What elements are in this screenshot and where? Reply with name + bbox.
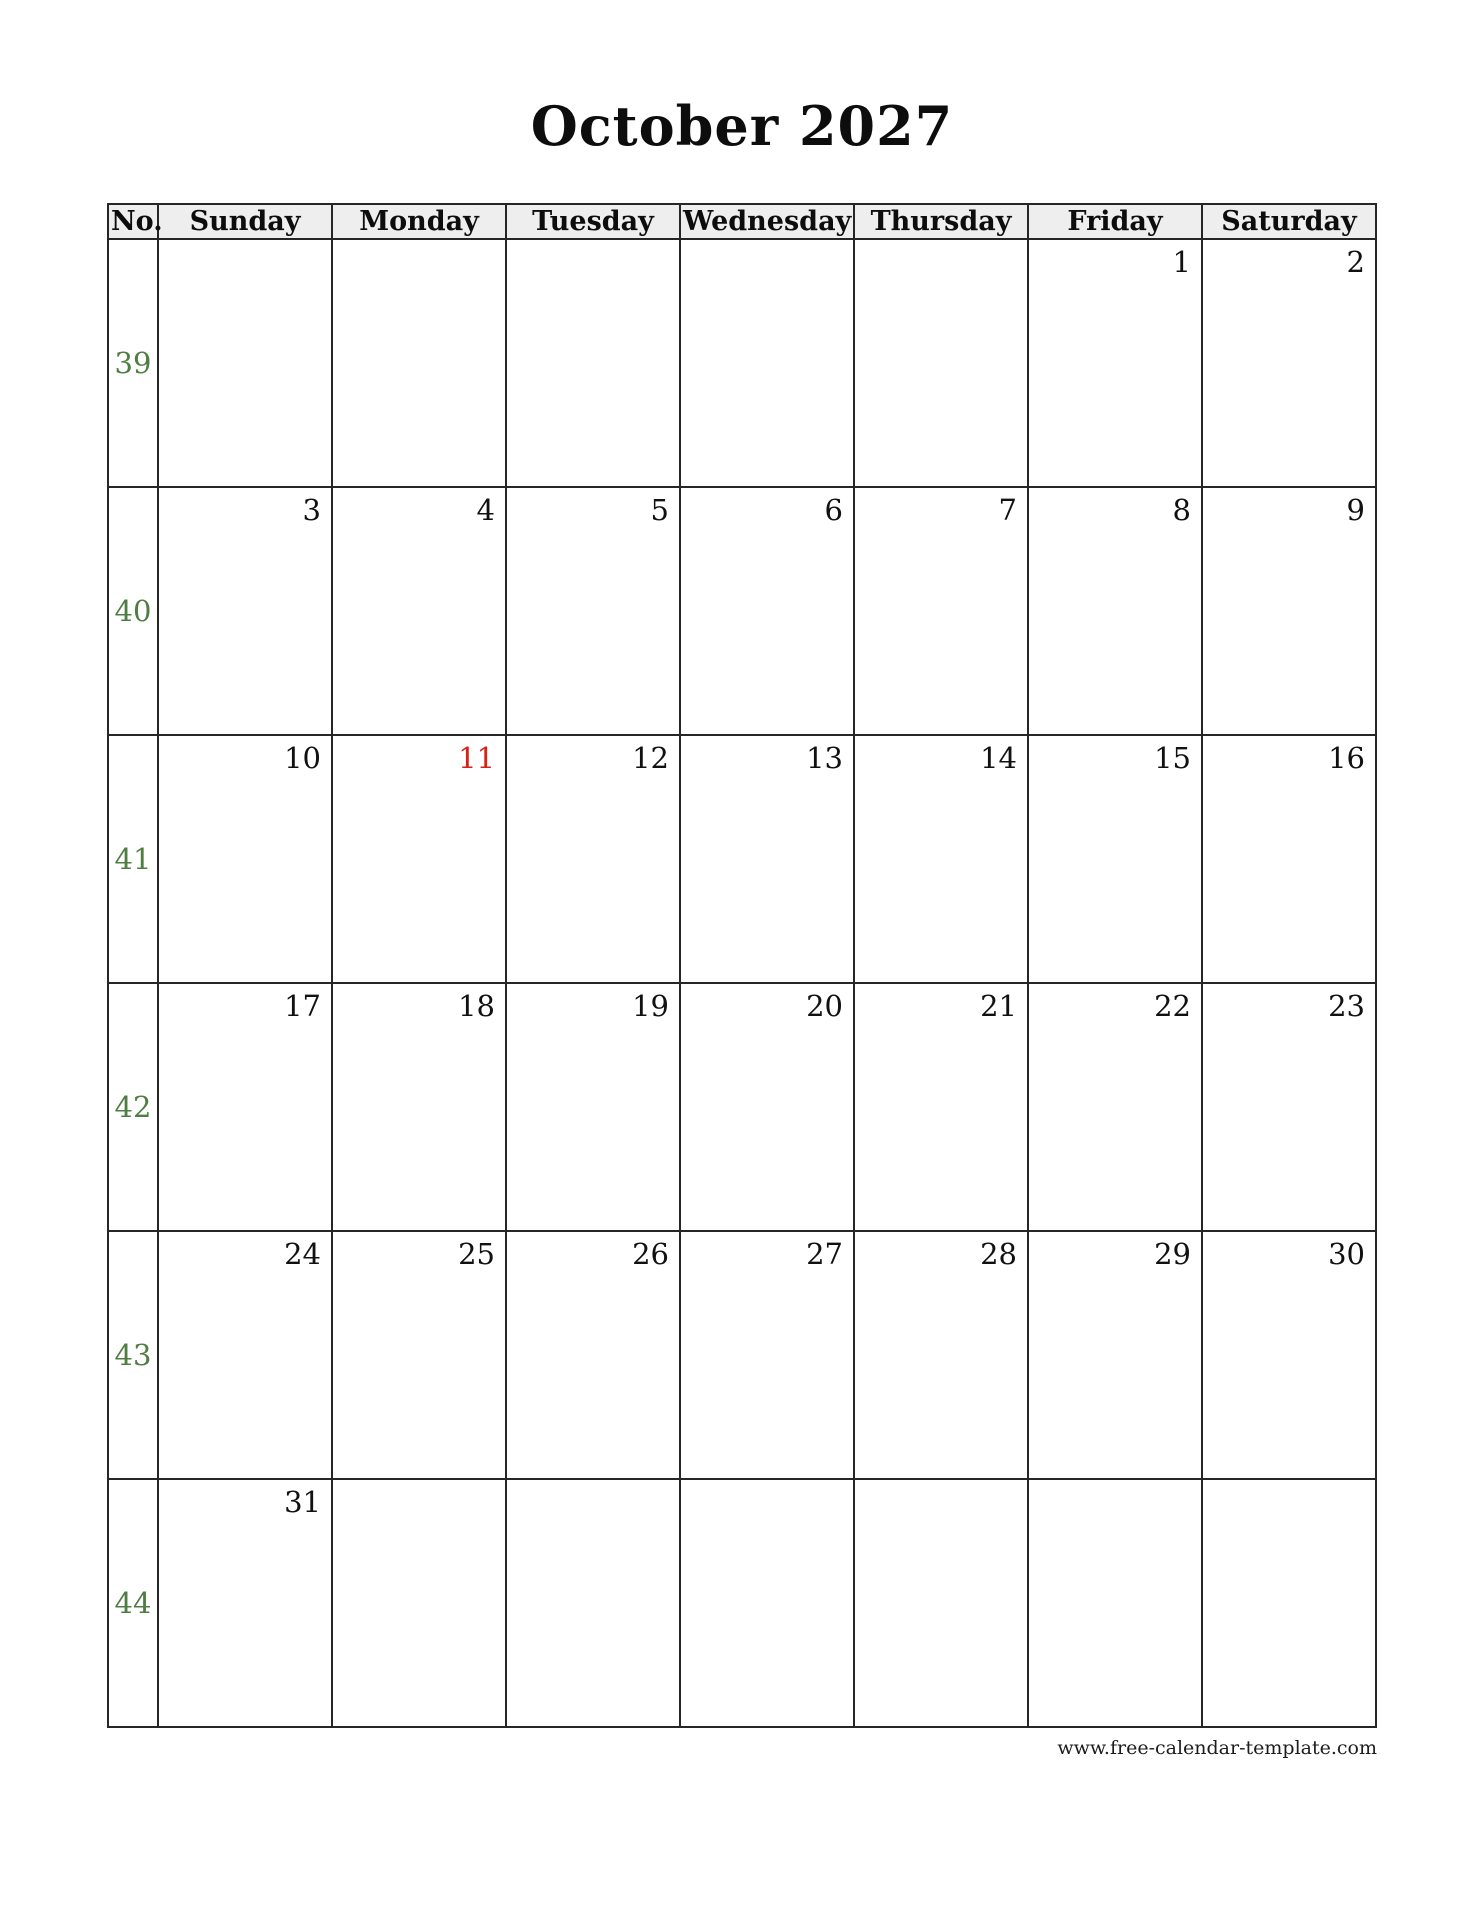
- date-number: 17: [284, 988, 321, 1023]
- day-cell: [506, 1231, 680, 1479]
- date-number: 12: [632, 740, 669, 775]
- week-row-42: [108, 983, 1376, 1231]
- day-cell: [506, 983, 680, 1231]
- date-number: 22: [1154, 988, 1191, 1023]
- date-number: 26: [632, 1236, 669, 1271]
- day-cell: [506, 487, 680, 735]
- day-cell: [158, 735, 332, 983]
- week-number-cell: 44: [108, 1479, 158, 1727]
- day-cell: [1202, 735, 1376, 983]
- date-number: 6: [824, 492, 843, 527]
- date-number: 7: [998, 492, 1017, 527]
- column-header-friday: Friday: [1028, 204, 1202, 239]
- day-cell: [854, 1231, 1028, 1479]
- date-number: 25: [458, 1236, 495, 1271]
- column-header-thursday: Thursday: [854, 204, 1028, 239]
- week-number-cell: 39: [108, 239, 158, 487]
- day-cell: [854, 735, 1028, 983]
- day-cell: [1028, 487, 1202, 735]
- day-cell: [506, 735, 680, 983]
- day-cell: [680, 1479, 854, 1727]
- date-number: 1: [1172, 244, 1191, 279]
- date-number: 15: [1154, 740, 1191, 775]
- day-cell: [332, 487, 506, 735]
- column-header-no: No.: [108, 204, 158, 239]
- day-cell: [854, 983, 1028, 1231]
- date-number: 9: [1346, 492, 1365, 527]
- date-number: 5: [650, 492, 669, 527]
- date-number: 28: [980, 1236, 1017, 1271]
- date-number: 14: [980, 740, 1017, 775]
- week-row-41: [108, 735, 1376, 983]
- date-number: 18: [458, 988, 495, 1023]
- week-number-cell: 40: [108, 487, 158, 735]
- day-cell: [332, 1231, 506, 1479]
- day-cell: [680, 735, 854, 983]
- column-header-saturday: Saturday: [1202, 204, 1376, 239]
- day-cell: [1028, 735, 1202, 983]
- week-number-cell: 42: [108, 983, 158, 1231]
- week-number-cell: 43: [108, 1231, 158, 1479]
- week-row-40: [108, 487, 1376, 735]
- day-cell: [506, 239, 680, 487]
- day-cell: [1202, 487, 1376, 735]
- date-number: 4: [476, 492, 495, 527]
- date-number: 3: [302, 492, 321, 527]
- day-cell: [680, 1231, 854, 1479]
- day-cell: [1202, 1479, 1376, 1727]
- day-cell: [1202, 1231, 1376, 1479]
- day-cell: [680, 487, 854, 735]
- date-number: 23: [1328, 988, 1365, 1023]
- date-number: 10: [284, 740, 321, 775]
- day-cell: [854, 239, 1028, 487]
- date-number: 31: [284, 1484, 321, 1519]
- date-number: 30: [1328, 1236, 1365, 1271]
- column-header-tuesday: Tuesday: [506, 204, 680, 239]
- day-cell: [1028, 983, 1202, 1231]
- date-number: 20: [806, 988, 843, 1023]
- day-cell: [506, 1479, 680, 1727]
- column-header-monday: Monday: [332, 204, 506, 239]
- week-row-44: [108, 1479, 1376, 1727]
- day-cell: [332, 239, 506, 487]
- date-number: 13: [806, 740, 843, 775]
- day-cell: [332, 983, 506, 1231]
- day-cell: [1028, 1479, 1202, 1727]
- day-cell: [158, 1479, 332, 1727]
- day-cell: [854, 1479, 1028, 1727]
- calendar-table: [107, 203, 1377, 1728]
- date-number: 29: [1154, 1236, 1191, 1271]
- date-number: 24: [284, 1236, 321, 1271]
- day-cell: [1202, 983, 1376, 1231]
- day-cell: [158, 983, 332, 1231]
- day-cell: [854, 487, 1028, 735]
- day-cell: [158, 1231, 332, 1479]
- day-cell: [680, 983, 854, 1231]
- date-number: 2: [1346, 244, 1365, 279]
- column-header-sunday: Sunday: [158, 204, 332, 239]
- day-cell: [158, 239, 332, 487]
- date-number: 8: [1172, 492, 1191, 527]
- page-title: October 2027: [530, 94, 954, 158]
- day-cell: [332, 735, 506, 983]
- weekday-header-row: [108, 204, 1376, 239]
- day-cell: [680, 239, 854, 487]
- date-number: 27: [806, 1236, 843, 1271]
- week-number-cell: 41: [108, 735, 158, 983]
- day-cell: [1202, 239, 1376, 487]
- day-cell: [158, 487, 332, 735]
- week-row-39: [108, 239, 1376, 487]
- week-row-43: [108, 1231, 1376, 1479]
- date-number: 11: [458, 740, 495, 775]
- day-cell: [332, 1479, 506, 1727]
- column-header-wednesday: Wednesday: [680, 204, 854, 239]
- date-number: 16: [1328, 740, 1365, 775]
- date-number: 21: [980, 988, 1017, 1023]
- day-cell: [1028, 239, 1202, 487]
- day-cell: [1028, 1231, 1202, 1479]
- date-number: 19: [632, 988, 669, 1023]
- footer-url: www.free-calendar-template.com: [1057, 1736, 1377, 1759]
